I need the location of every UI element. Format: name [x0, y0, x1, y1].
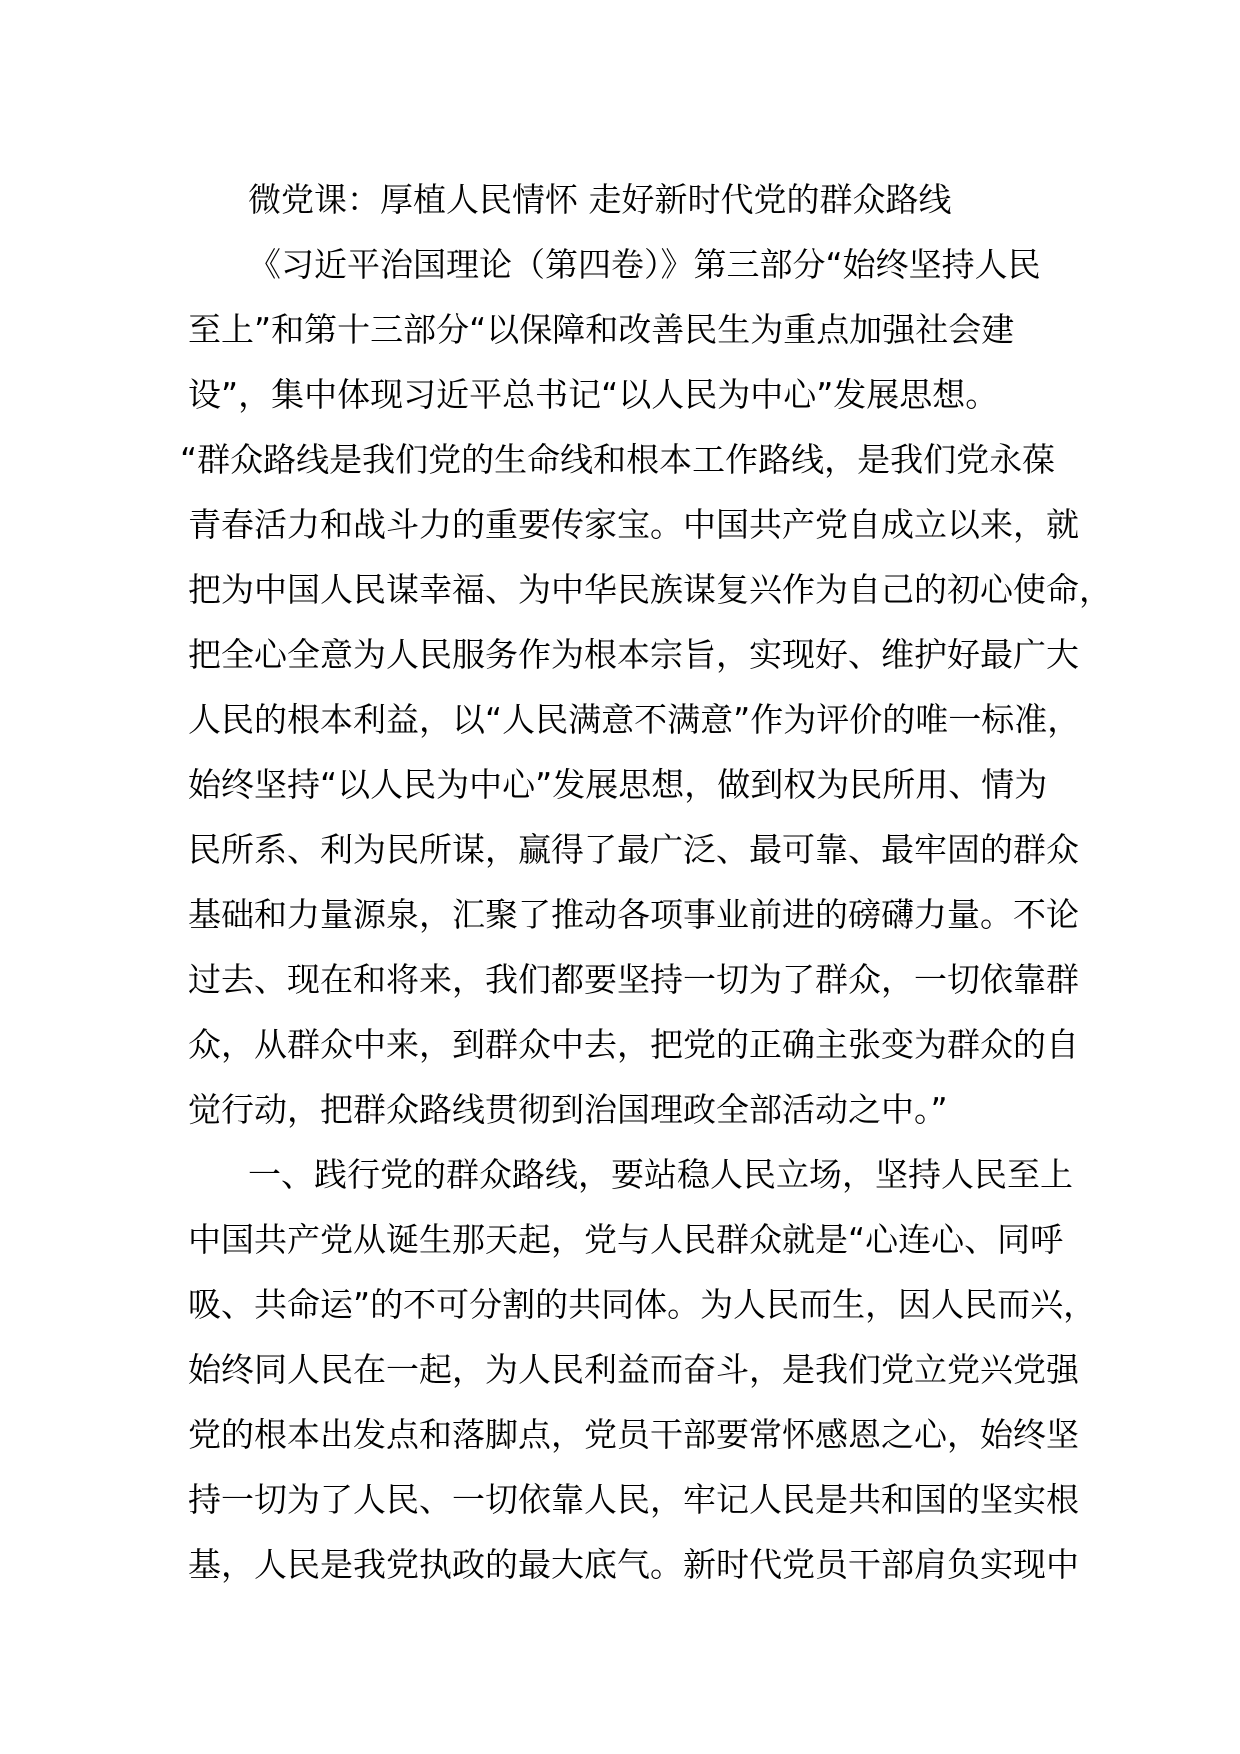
document-title: 微党课：厚植人民情怀 走好新时代党的群众路线	[248, 180, 952, 219]
paragraph-line: 基，人民是我党执政的最大底气。新时代党员干部肩负实现中	[188, 1545, 1079, 1584]
document-body	[180, 167, 1112, 1597]
paragraph-line: 党的根本出发点和落脚点，党员干部要常怀感恩之心，始终坚	[188, 1415, 1079, 1454]
paragraph-line: 设”，集中体现习近平总书记“以人民为中心”发展思想。	[188, 375, 999, 414]
paragraph-line: 过去、现在和将来，我们都要坚持一切为了群众，一切依靠群	[188, 960, 1079, 999]
paragraph-line: 持一切为了人民、一切依靠人民，牢记人民是共和国的坚实根	[188, 1480, 1079, 1519]
paragraph-line: 青春活力和战斗力的重要传家宝。中国共产党自成立以来，就	[188, 505, 1079, 544]
paragraph-line: “群众路线是我们党的生命线和根本工作路线，是我们党永葆	[180, 440, 1056, 479]
paragraph-line: 觉行动，把群众路线贯彻到治国理政全部活动之中。”	[188, 1090, 948, 1129]
paragraph-line: 基础和力量源泉，汇聚了推动各项事业前进的磅礴力量。不论	[188, 895, 1079, 934]
paragraph-line: 《习近平治国理论（第四卷）》第三部分“始终坚持人民	[248, 245, 1041, 284]
paragraph-line: 把为中国人民谋幸福、为中华民族谋复兴作为自己的初心使命，	[188, 570, 1112, 609]
paragraph-line: 中国共产党从诞生那天起，党与人民群众就是“心连心、同呼	[188, 1220, 1064, 1259]
paragraph-line: 至上”和第十三部分“以保障和改善民生为重点加强社会建	[188, 310, 1015, 349]
paragraph-line: 民所系、利为民所谋，赢得了最广泛、最可靠、最牢固的群众	[188, 830, 1079, 869]
paragraph-line: 人民的根本利益，以“人民满意不满意”作为评价的唯一标准，	[188, 700, 1081, 739]
paragraph-line: 始终同人民在一起，为人民利益而奋斗，是我们党立党兴党强	[188, 1350, 1079, 1389]
paragraph-line: 始终坚持“以人民为中心”发展思想，做到权为民所用、情为	[188, 765, 1048, 804]
paragraph-line: 众，从群众中来，到群众中去，把党的正确主张变为群众的自	[188, 1025, 1079, 1064]
paragraph-line: 吸、共命运”的不可分割的共同体。为人民而生，因人民而兴，	[188, 1285, 1097, 1324]
paragraph-line: 把全心全意为人民服务作为根本宗旨，实现好、维护好最广大	[188, 635, 1079, 674]
section-heading: 一、践行党的群众路线，要站稳人民立场，坚持人民至上	[248, 1155, 1073, 1194]
